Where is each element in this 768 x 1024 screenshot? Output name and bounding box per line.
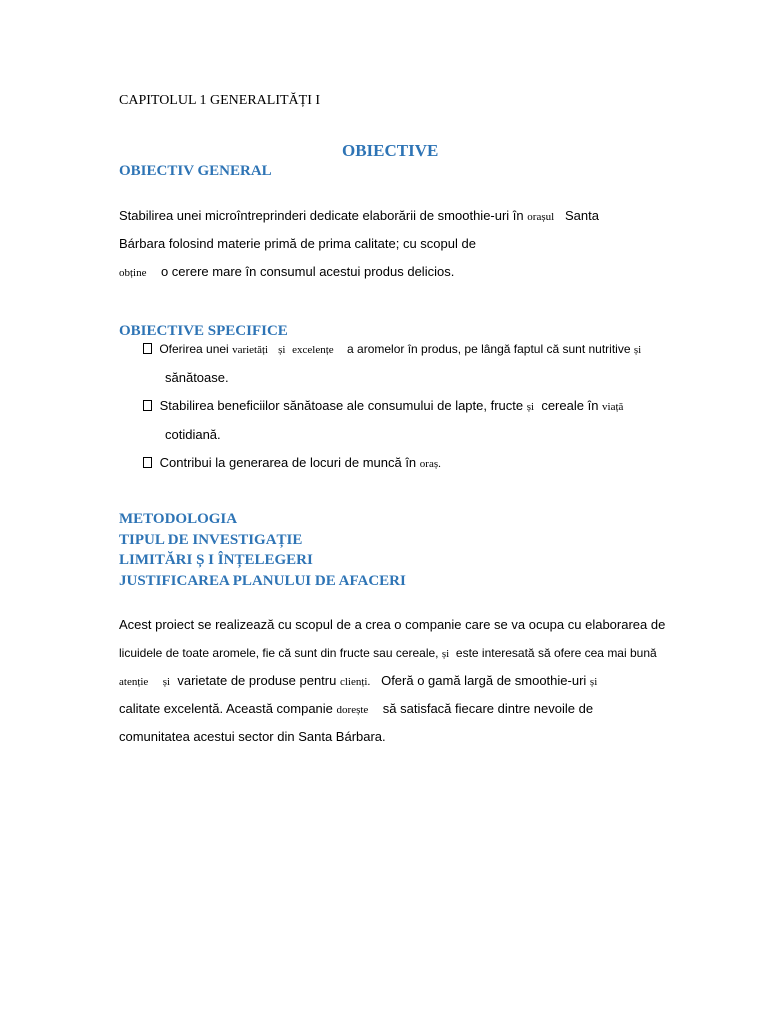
bullet-item-1-continuation: sănătoase. <box>165 370 229 385</box>
text-run: cereale în <box>541 398 599 413</box>
text-run: să satisfacă fiecare dintre nevoile de <box>382 701 594 716</box>
text-run: varietăți <box>232 344 269 356</box>
text-run: viață <box>602 401 624 413</box>
bullet-item-2-continuation: cotidiană. <box>165 427 221 442</box>
text-run: și <box>278 344 286 356</box>
objective-general-heading: OBIECTIV GENERAL <box>119 163 272 179</box>
paragraph-line-5: comunitatea acestui sector din Santa Bárbara. <box>119 729 386 744</box>
text-run: și <box>162 676 171 688</box>
checkbox-bullet-icon <box>143 400 152 411</box>
investigation-type-heading: TIPUL DE INVESTIGAȚIE <box>119 532 303 548</box>
page-title: OBIECTIVE <box>342 141 439 160</box>
text-run: și <box>633 344 642 356</box>
text-run: licuidele de toate aromele, fie că sunt din fructe sau cereale, <box>119 646 439 660</box>
paragraph-line-2 <box>119 646 657 660</box>
text-run: calitate excelentă. Această companie <box>119 701 333 716</box>
objective-specific-heading: OBIECTIVE SPECIFICE <box>119 323 288 339</box>
text-run: oraș. <box>419 458 441 470</box>
paragraph-line-1: Acest proiect se realizează cu scopul de a crea o companie care se va ocupa cu elaborarea de <box>119 617 666 632</box>
text-run: orașul <box>527 211 555 223</box>
text-run: a aromelor în produs, pe lângă faptul că sunt nutritive <box>347 342 631 356</box>
text-run: Stabilirea unei microîntreprinderi dedicate elaborării de smoothie-uri în <box>119 208 524 223</box>
text-run: varietate de produse pentru <box>177 673 337 688</box>
text-run: Oferirea unei <box>159 342 229 356</box>
text-run: Santa <box>565 208 599 223</box>
text-run: Contribui la generarea de locuri de muncă în <box>159 455 417 470</box>
methodology-heading: METODOLOGIA <box>119 511 238 527</box>
chapter-title: CAPITOLUL 1 GENERALITĂȚI I <box>119 93 321 108</box>
business-plan-heading: JUSTIFICAREA PLANULUI DE AFACERI <box>119 573 406 589</box>
text-run: obține <box>119 267 147 279</box>
text-run: excelențe <box>292 344 334 356</box>
text-run: și <box>589 676 598 688</box>
text-run: atenție <box>119 676 149 688</box>
general-line-3 <box>119 264 454 279</box>
text-run: clienți. <box>339 676 371 688</box>
limitations-heading: LIMITĂRI Ș I ÎNȚELEGERI <box>119 552 313 568</box>
general-line-1 <box>119 208 599 223</box>
bullet-item-2 <box>143 398 623 413</box>
paragraph-line-3 <box>119 673 597 688</box>
general-line-2: Bárbara folosind materie primă de prima calitate; cu scopul de <box>119 236 476 251</box>
checkbox-bullet-icon <box>143 457 152 468</box>
text-run: Stabilirea beneficiilor sănătoase ale consumului de lapte, fructe <box>159 398 524 413</box>
text-run: dorește <box>336 704 369 716</box>
bullet-item-3 <box>143 455 441 470</box>
text-run: Oferă o gamă largă de smoothie-uri <box>381 673 587 688</box>
text-run: și <box>526 401 535 413</box>
text-run: și <box>441 648 450 660</box>
text-run: o cerere mare în consumul acestui produs delicios. <box>160 264 455 279</box>
paragraph-line-4 <box>119 701 593 716</box>
bullet-item-1 <box>143 342 641 356</box>
text-run: este interesată să ofere cea mai bună <box>455 646 657 660</box>
checkbox-bullet-icon <box>143 343 152 354</box>
